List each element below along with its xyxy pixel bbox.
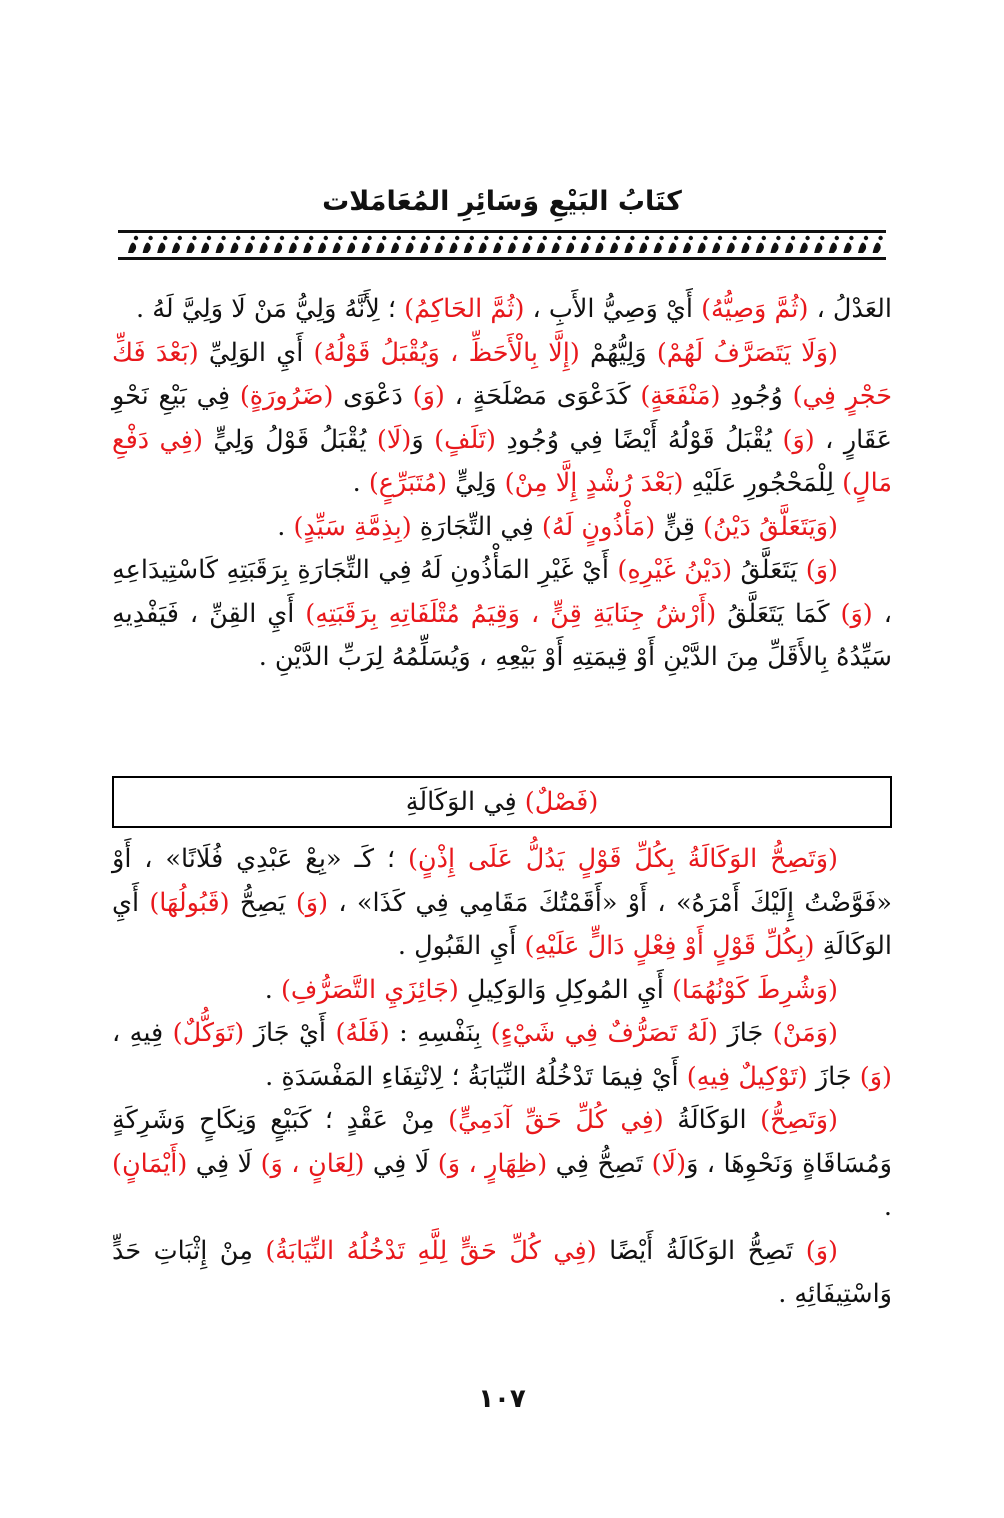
sharh-text: أَيْ جَازَ — [244, 1018, 336, 1048]
paragraph — [112, 1230, 892, 1317]
sharh-text: فِي التِّجَارَةِ — [411, 511, 542, 542]
paragraph — [112, 549, 892, 680]
matn-text: (وَ) — [840, 598, 873, 629]
heading-text: فِي الوَكَالَةِ — [405, 787, 525, 817]
sharh-text: أَيْ غَيْرِ المَأْذُونِ لَهُ فِي التِّجَارَةِ بِرَقَبَتِهِ كَاسْتِيدَاعِهِ ، — [112, 555, 892, 629]
matn-text: (بِكُلِّ قَوْلٍ أَوْ فِعْلٍ دَالٍّ عَلَيْهِ) — [524, 931, 815, 961]
sharh-text: يَصِحُّ — [229, 887, 296, 918]
sharh-text: ؛ كَـ «بِعْ عَبْدِي فُلَانًا» ، أَوْ «فَوَّضْتُ إِلَيْكَ أَمْرَهُ» ، أَوْ «أَقَمْتُكَ مَقَامِي فِي كَذَا» ، — [112, 844, 893, 918]
matn-text: (إِلَّا بِالْأَحَظِّ ، وَيُقْبَلُ قَوْلُهُ) — [313, 337, 580, 368]
sharh-text: وُجُودِ — [720, 381, 793, 411]
matn-text: (وَ) — [859, 1061, 892, 1092]
sharh-text: قِنٍّ — [655, 511, 704, 542]
matn-text: (لَهُ تَصَرُّفٌ فِي شَيْءٍ) — [490, 1018, 719, 1048]
matn-text: (تَلَفٍ) — [434, 424, 496, 455]
matn-text: (ثُمَّ وَصِيُّهُ) — [701, 294, 809, 324]
matn-text: (لَا) — [376, 424, 412, 455]
matn-text: (تَوَكُّلٌ) — [172, 1018, 245, 1048]
sharh-text: فِيهِ ، — [112, 1018, 173, 1048]
text-block-bottom — [112, 838, 892, 1317]
matn-text: (وَلَا يَتَصَرَّفُ لَهُمْ) — [656, 337, 838, 368]
matn-text: (تَوْكِيلٌ فِيهِ) — [686, 1061, 808, 1092]
sharh-text: أَيِ القِنِّ ، فَيَفْدِيهِ سَيِّدُهُ بِالأَقَلِّ مِنَ الدَّيْنِ أَوْ قِيمَتِهِ أَوْ بَيْعِهِ ، وَيُسَلِّمُهُ لِرَبِّ الدَّيْنِ . — [112, 598, 892, 672]
section-heading-box — [112, 776, 892, 828]
sharh-text: مِنْ عَقْدٍ ؛ كَبَيْعٍ وَنِكَاحٍ وَشَرِكَةٍ وَمُسَاقَاةٍ وَنَحْوِهَا ، وَ — [112, 1105, 892, 1179]
sharh-text: يُقْبَلُ قَوْلُهُ أَيْضًا فِي وُجُودِ — [495, 424, 783, 455]
matn-text: (وَ) — [412, 381, 445, 411]
paragraph — [112, 1012, 892, 1099]
paragraph — [112, 969, 892, 1013]
matn-text: (دَيْنُ غَيْرِهِ) — [617, 555, 733, 585]
sharh-text: أَيِ القَبُولِ . — [397, 931, 525, 961]
sharh-text: كَمَا يَتَعَلَّقُ — [716, 598, 841, 629]
paragraph — [112, 332, 892, 506]
matn-text: (ثُمَّ الحَاكِمُ) — [404, 294, 525, 324]
matn-text: (مَأْذُونٍ لَهُ) — [541, 511, 656, 542]
sharh-text: أَيْ وَصِيُّ الأَبِ ، — [524, 294, 702, 324]
matn-text: (ظِهَارٍ ، وَ) — [437, 1148, 548, 1179]
sharh-text: . — [264, 974, 281, 1005]
sharh-text: جَازَ — [718, 1018, 773, 1048]
matn-text: (وَشُرِطَ كَوْنُهُمَا) — [671, 974, 838, 1005]
sharh-text: لِلْمَحْجُورِ عَلَيْهِ — [683, 468, 843, 498]
sharh-text: جَازَ — [807, 1061, 860, 1092]
matn-text: (بَعْدَ رُشْدٍ إِلَّا مِنْ) — [504, 468, 684, 498]
running-header-title: كتَابُ البَيْعِ وَسَائِرِ المُعَامَلات — [322, 186, 682, 217]
matn-text: (وَمَنْ) — [772, 1018, 839, 1048]
matn-text: (فِي دَفْعِ مَالٍ) — [112, 424, 892, 498]
matn-text: (وَيَتَعَلَّقُ دَيْنُ) — [703, 511, 838, 542]
sharh-text: يُقْبَلُ قَوْلُ وَلِيٍّ — [202, 424, 377, 455]
matn-text: (وَ) — [805, 555, 839, 585]
matn-text: (أَرْشُ جِنَايَةِ قِنٍّ ، وَقِيَمُ مُتْلَفَاتِهِ بِرَقَبَتِهِ) — [305, 598, 717, 629]
matn-text: (جَائِزَيِ التَّصَرُّفِ) — [280, 974, 459, 1005]
matn-text: (لِعَانٍ ، وَ) — [260, 1148, 365, 1179]
matn-text: (بَعْدَ فَكِّ حَجْرٍ فِي) — [112, 337, 893, 411]
sharh-text: أَيِ الوَلِيِّ — [198, 337, 314, 368]
sharh-text: كَدَعْوَى مَصْلَحَةٍ ، — [444, 381, 641, 411]
sharh-text: الوَكَالَةُ — [663, 1105, 761, 1135]
matn-text: (فِي كُلِّ حَقِّ آدَمِيٍّ) — [448, 1105, 664, 1135]
sharh-text: وَلِيُّهُمْ — [579, 337, 657, 368]
sharh-text: وَلِيٍّ — [447, 468, 505, 498]
sharh-text: أَيِ الوَكَالَةِ — [112, 887, 892, 961]
matn-text: (وَ) — [295, 887, 329, 918]
paragraph — [112, 1099, 892, 1230]
sharh-text: . — [277, 511, 294, 542]
matn-text: (وَتَصِحُّ الوَكَالَةُ بِكُلِّ قَوْلٍ يَدُلُّ عَلَى إِذْنٍ) — [407, 844, 838, 874]
sharh-text: فِي بَيْعِ نَحْوِ عَقَارٍ ، — [112, 381, 893, 455]
sharh-text: أَيْ فِيمَا تَدْخُلُهُ النِّيَابَةُ ؛ لِانْتِفَاءِ المَفْسَدَةِ . — [265, 1061, 687, 1092]
sharh-text: تَصِحُّ فِي — [547, 1148, 652, 1179]
sharh-text: . — [883, 1192, 892, 1222]
matn-text: (وَتَصِحُّ) — [760, 1105, 838, 1135]
sharh-text: ؛ لِأَنَّهُ وَلِيُّ مَنْ لَا وَلِيَّ لَهُ . — [136, 294, 405, 324]
matn-text: (بِذِمَّةِ سَيِّدٍ) — [293, 511, 412, 542]
sharh-text: مِنْ إِثْبَاتِ حَدٍّ وَاسْتِيفَائِهِ . — [112, 1235, 892, 1309]
matn-text: (لَا) — [651, 1148, 687, 1179]
matn-text: (أَيْمَانٍ) — [112, 1148, 188, 1179]
matn-text: (مُتَبَرِّعٍ) — [368, 468, 448, 498]
paragraph — [112, 506, 892, 550]
matn-text: (وَ) — [782, 424, 815, 455]
sharh-text: العَدْلُ ، — [808, 294, 892, 324]
paragraph — [112, 288, 892, 332]
sharh-text: لَا فِي — [364, 1148, 438, 1179]
sharh-text: أَيِ المُوكِلِ وَالوَكِيلِ — [458, 974, 672, 1005]
matn-text: (مَنْفَعَةٍ) — [640, 381, 721, 411]
matn-text: (فِي كُلِّ حَقٍّ لِلَّهِ تَدْخُلُهُ النِّيَابَةُ) — [265, 1235, 597, 1266]
sharh-text: . — [352, 468, 369, 498]
sharh-text: وَ — [411, 424, 435, 455]
ornament-border — [118, 229, 886, 261]
sharh-text: لَا فِي — [187, 1148, 261, 1179]
text-block-top — [112, 288, 892, 680]
matn-text: (قَبُولُهَا) — [149, 887, 230, 918]
matn-text: (فَلَهُ) — [335, 1018, 390, 1048]
sharh-text: يَتَعَلَّقُ — [732, 555, 806, 585]
page-number: ١٠٧ — [478, 1384, 526, 1414]
sharh-text: دَعْوَى — [333, 381, 413, 411]
paragraph — [112, 838, 892, 969]
sharh-text: تَصِحُّ الوَكَالَةُ أَيْضًا — [596, 1235, 806, 1266]
matn-text: (وَ) — [805, 1235, 838, 1266]
heading-label: (فَصْلٌ) — [524, 787, 599, 817]
matn-text: (ضَرُورَةٍ) — [239, 381, 334, 411]
sharh-text: بِنَفْسِهِ : — [389, 1018, 491, 1048]
